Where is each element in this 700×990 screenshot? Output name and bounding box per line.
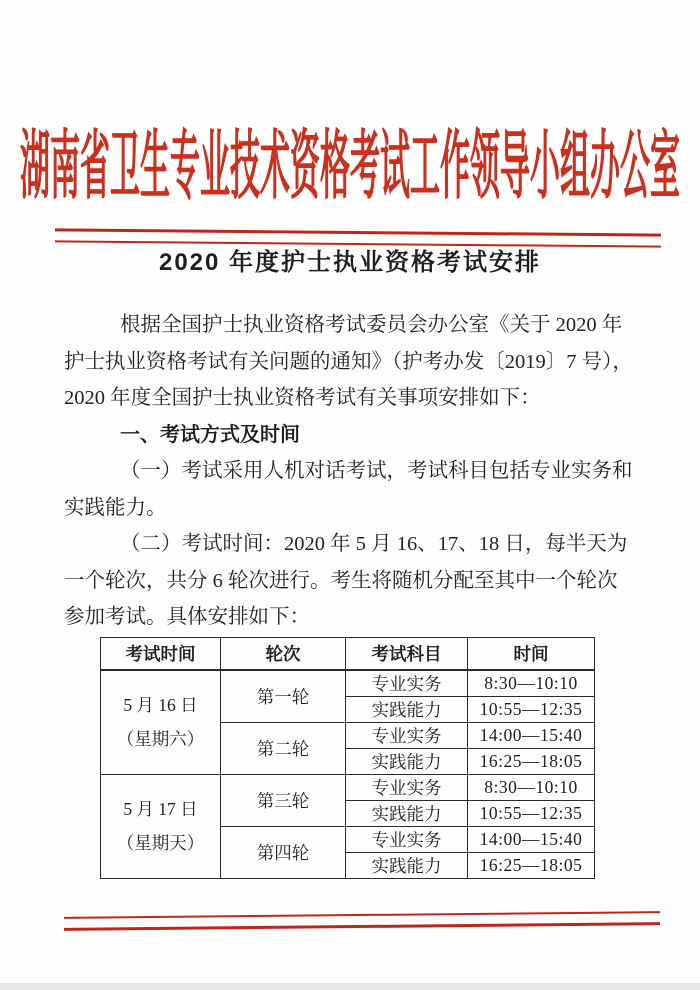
document-title: 2020 年度护士执业资格考试安排: [158, 249, 542, 276]
time-cell: 10:55—12:35: [468, 696, 595, 722]
subject-cell: 专业实务: [346, 826, 468, 852]
time-cell: 8:30—10:10: [468, 774, 595, 800]
paragraph-line: 护士执业资格考试有关问题的通知》（护考办发〔2019〕7 号），: [64, 350, 633, 373]
round-cell: 第四轮: [221, 826, 346, 878]
weekday-text: （星期天）: [116, 833, 205, 853]
subject-cell: 实践能力: [346, 696, 468, 722]
date-cell: [101, 670, 221, 775]
date-cell: [101, 774, 221, 878]
masthead: [0, 118, 700, 220]
table-row: [101, 774, 595, 800]
round-cell: 第二轮: [221, 722, 346, 774]
time-cell: 8:30—10:10: [468, 670, 595, 697]
scan-edge-shadow: [0, 983, 700, 990]
section-heading: 一、考试方式及时间: [120, 423, 300, 446]
paragraph-line: 一个轮次，共分 6 轮次进行。考生将随机分配至其中一个轮次: [64, 569, 618, 592]
time-cell: 16:25—18:05: [468, 852, 595, 878]
masthead-title: 湖南省卫生专业技术资格考试工作领导小组办公室: [20, 126, 680, 209]
subject-cell: 专业实务: [346, 670, 468, 697]
paragraph-line: 实践能力。: [64, 496, 167, 519]
column-header-time: 时间: [468, 637, 595, 670]
column-header-exam-date: 考试时间: [101, 637, 221, 670]
document-body: [64, 307, 644, 636]
subject-cell: 实践能力: [346, 852, 468, 878]
paragraph-line: 2020 年度全国护士执业资格考试有关事项安排如下：: [64, 387, 541, 409]
footer-rule-thick: [64, 922, 660, 931]
subject-cell: 专业实务: [346, 774, 468, 800]
time-cell: 14:00—15:40: [468, 826, 595, 852]
time-cell: 16:25—18:05: [468, 748, 595, 774]
exam-schedule-table: [100, 637, 595, 879]
column-header-subject: 考试科目: [346, 637, 468, 670]
paragraph-line: （二）考试时间：2020 年 5 月 16、17、18 日，每半天为: [120, 533, 628, 555]
date-text: 5 月 17 日: [123, 799, 198, 819]
date-text: 5 月 16 日: [123, 695, 198, 715]
time-cell: 14:00—15:40: [468, 722, 595, 748]
time-cell: 10:55—12:35: [468, 800, 595, 826]
weekday-text: （星期六）: [116, 729, 205, 749]
paragraph-line: 参加考试。具体安排如下：: [64, 606, 310, 628]
paragraph-line: 根据全国护士执业资格考试委员会办公室《关于 2020 年: [120, 314, 623, 336]
table-row: [101, 670, 595, 697]
footer-rule-thin: [64, 911, 660, 919]
round-cell: 第一轮: [221, 670, 346, 723]
subject-cell: 专业实务: [346, 722, 468, 748]
subject-cell: 实践能力: [346, 748, 468, 774]
table-header-row: [101, 637, 595, 670]
paragraph-line: （一）考试采用人机对话考试，考试科目包括专业实务和: [120, 460, 633, 482]
column-header-round: 轮次: [221, 637, 346, 670]
subject-cell: 实践能力: [346, 800, 468, 826]
round-cell: 第三轮: [221, 774, 346, 826]
